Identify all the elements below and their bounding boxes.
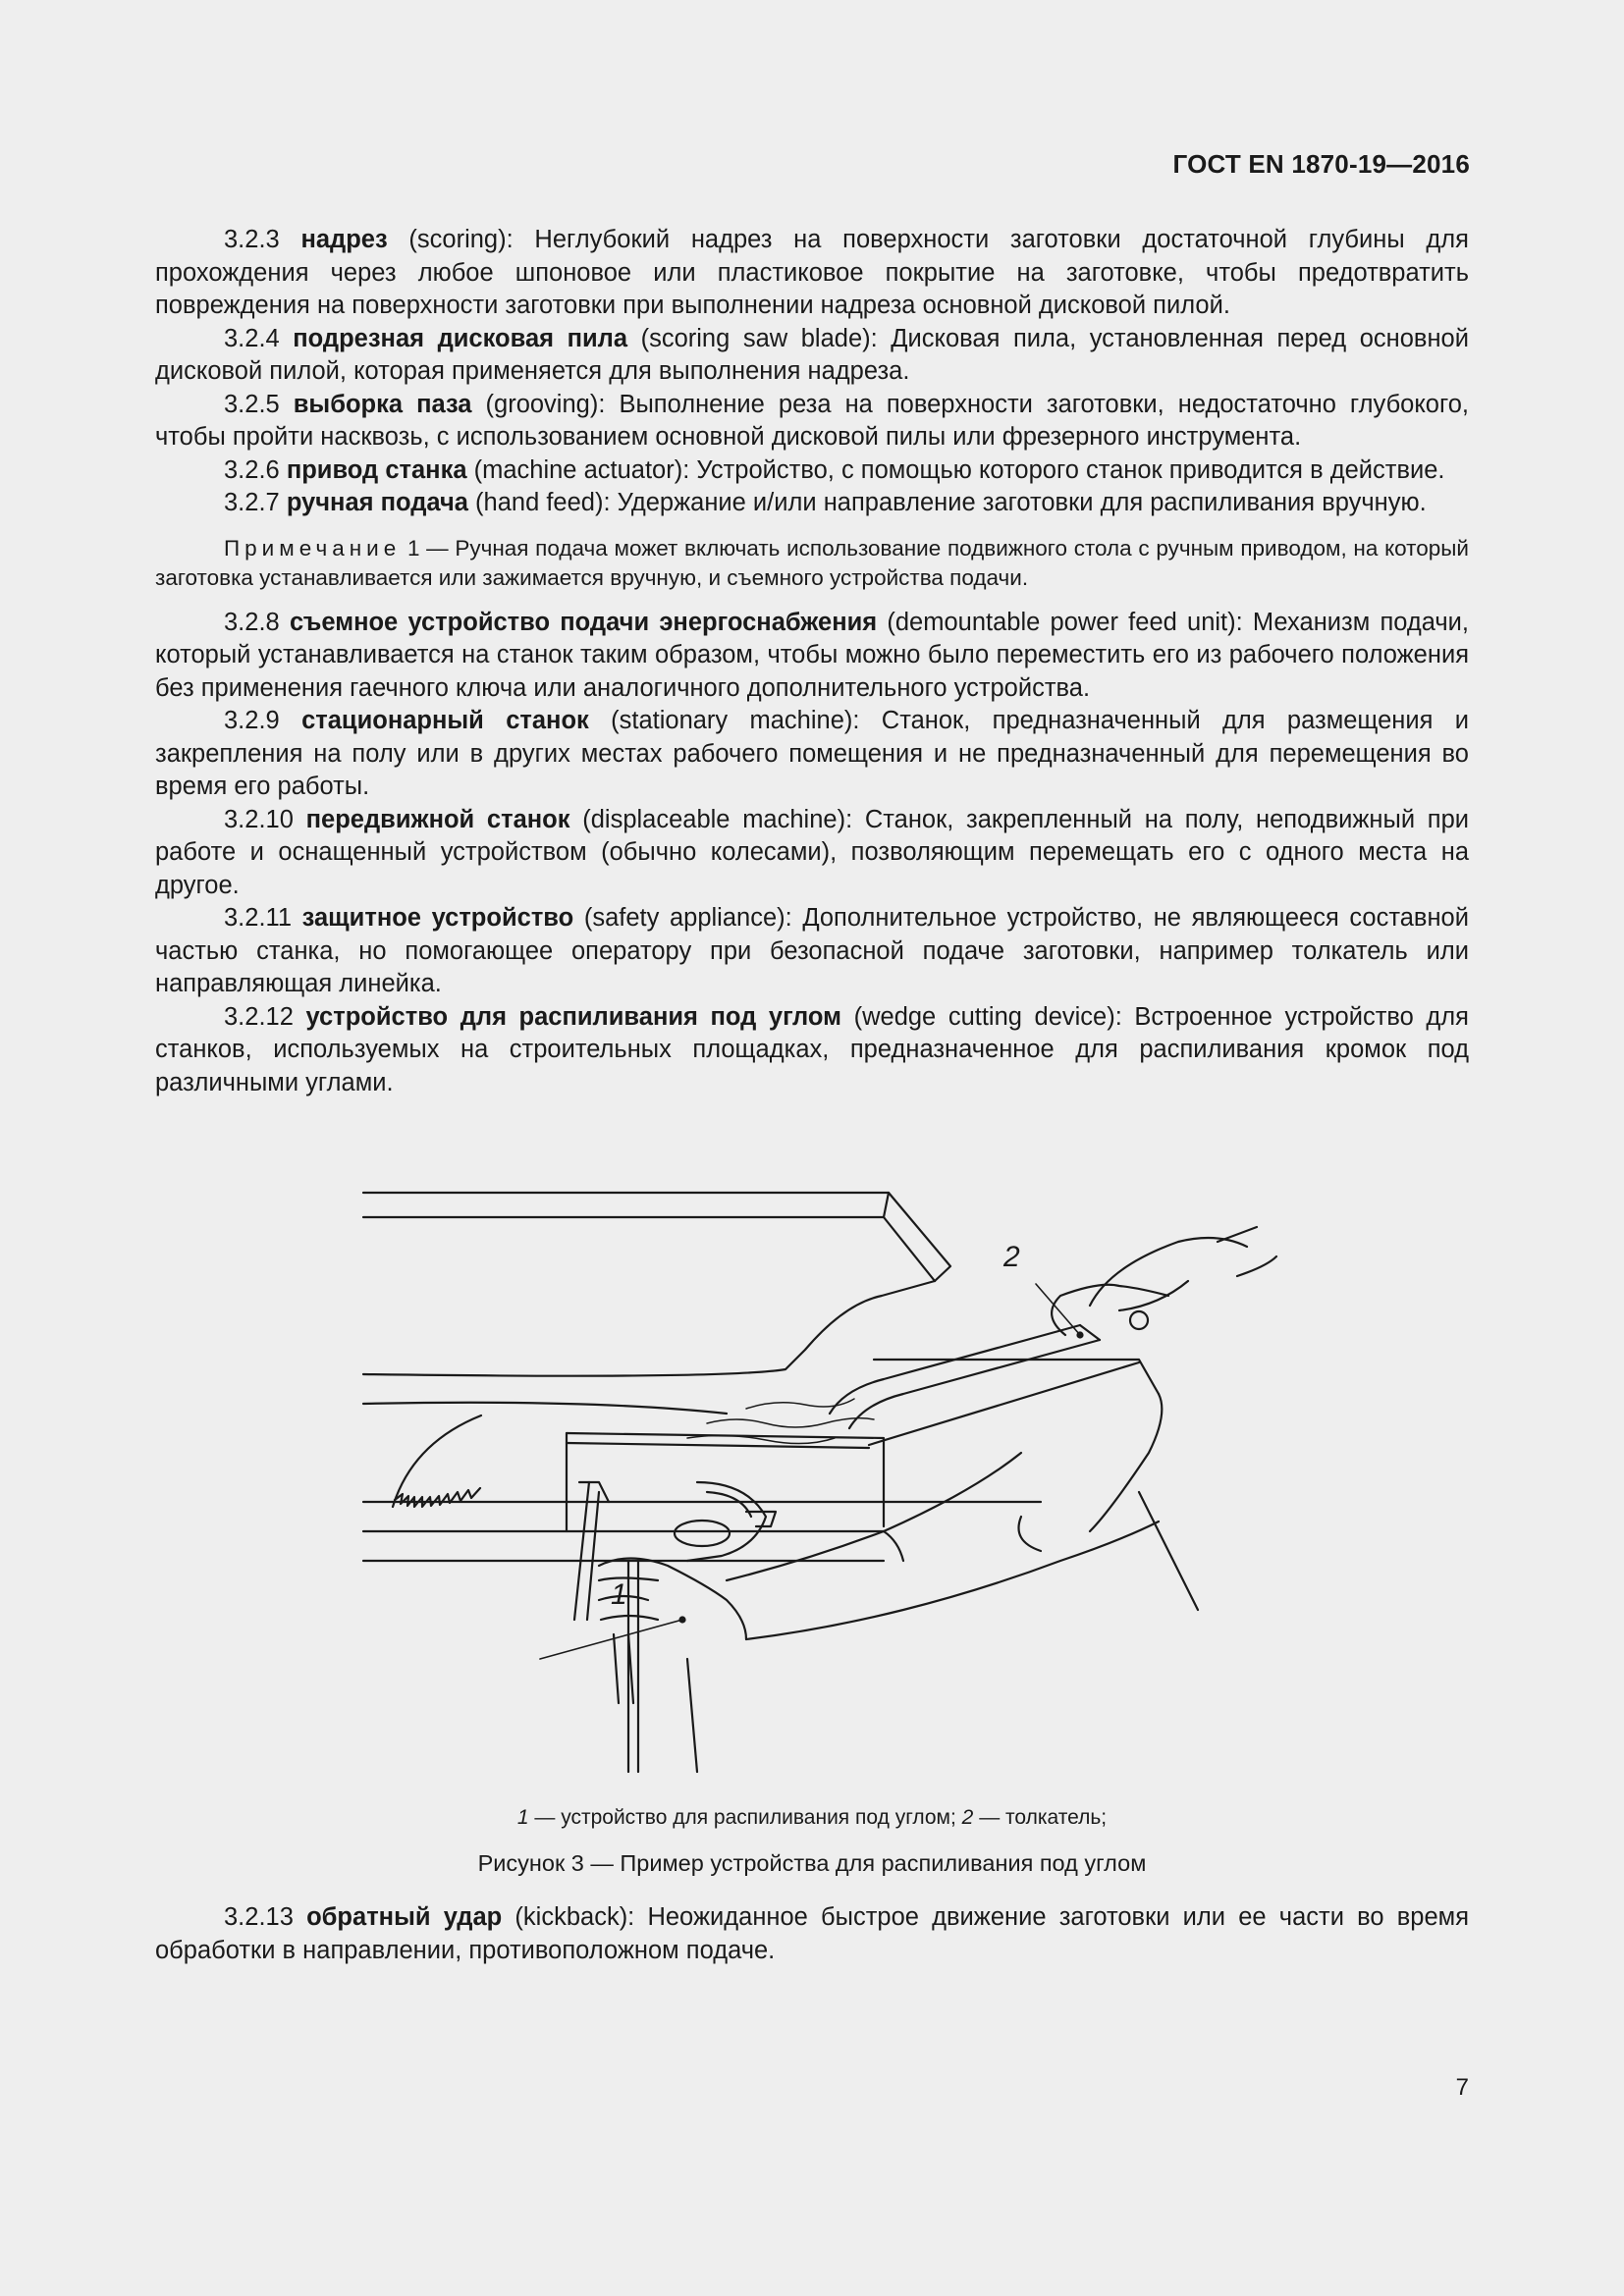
note-text: 1 — Ручная подача может включать использование подвижного стола с ручным приводом, на который заготовка устанавливается или зажимается вручную, и съемного устройства подачи. [155,535,1469,590]
figure-caption: Рисунок 3 — Пример устройства для распиливания под углом [477,1850,1147,1876]
figure-callout-2: 2 [1003,1241,1020,1273]
term: передвижной станок [305,805,570,833]
definition-3-2-8: 3.2.8 съемное устройство подачи энергоснабжения (demountable power feed unit): Механизм подачи, который устанавливается на станок таким образом, чтобы можно было переместить его из рабочего положения без применения гаечного ключа или аналогичного дополнительного устройства. [155,608,1469,702]
term: защитное устройство [301,904,574,932]
definition-3-2-6: 3.2.6 привод станка (machine actuator): Устройство, с помощью которого станок приводится в действие. [224,455,1445,484]
definition-3-2-7: 3.2.7 ручная подача (hand feed): Удержание и/или направление заготовки для распиливания вручную. [224,489,1427,516]
term: привод станка [286,455,467,484]
body-text-lower [155,1901,1469,1967]
definition-3-2-12: 3.2.12 устройство для распиливания под углом (wedge cutting device): Встроенное устройство для станков, используемых на строительных площадках, предназначенное для распиливания кромок под различными углами. [155,1002,1469,1096]
note-label: Примечание [224,535,402,561]
definition-3-2-13: 3.2.13 обратный удар (kickback): Неожиданное быстрое движение заготовки или ее части во время обработки в направлении, противоположном подаче. [155,1903,1470,1964]
definition-3-2-10: 3.2.10 передвижной станок (displaceable machine): Станок, закрепленный на полу, неподвижный при работе и оснащенный устройством (обычно колесами), позволяющим перемещать его с одного места на другое. [155,805,1470,899]
body-text [155,224,1469,1099]
document-header: ГОСТ EN 1870-19—2016 [1172,149,1470,179]
term: стационарный станок [301,707,589,734]
term: устройство для распиливания под углом [305,1002,842,1031]
definition-3-2-5: 3.2.5 выборка паза (grooving): Выполнение реза на поверхности заготовки, недостаточно глубокого, чтобы пройти насквозь, с использованием основной дисковой пилы или фрезерного инструмента. [155,390,1469,451]
figure-3-illustration [334,1188,1296,1777]
definition-3-2-4: 3.2.4 подрезная дисковая пила (scoring saw blade): Дисковая пила, установленная перед основной дисковой пилой, которая применяется для выполнения надреза. [155,324,1469,385]
definition-3-2-11: 3.2.11 защитное устройство (safety appliance): Дополнительное устройство, не являющееся составной частью станка, но помогающее оператору при безопасной подаче заготовки, например толкатель или направляющая линейка. [155,904,1469,997]
definition-3-2-3: 3.2.3 надрез (scoring): Неглубокий надрез на поверхности заготовки достаточной глубины для прохождения через любое шпоновое или пластиковое покрытие на заготовке, чтобы предотвратить повреждения на поверхности заготовки при выполнении надреза основной дисковой пилой. [155,226,1469,319]
figure-callout-1: 1 [611,1578,627,1611]
figure-legend: 1 — устройство для распиливания под углом; 2 — толкатель; [516,1806,1108,1829]
term: ручная подача [286,489,468,516]
note [155,534,1469,593]
page-number: 7 [1455,2074,1469,2101]
definition-3-2-9: 3.2.9 стационарный станок (stationary machine): Станок, предназначенный для размещения и закрепления на полу или в других местах рабочего помещения и не предназначенный для перемещения во время его работы. [155,707,1470,800]
term: подрезная дисковая пила [293,324,628,352]
term: обратный удар [306,1903,503,1931]
term: выборка паза [293,390,472,418]
term: надрез [300,226,388,253]
term: съемное устройство подачи энергоснабжения [289,608,878,636]
